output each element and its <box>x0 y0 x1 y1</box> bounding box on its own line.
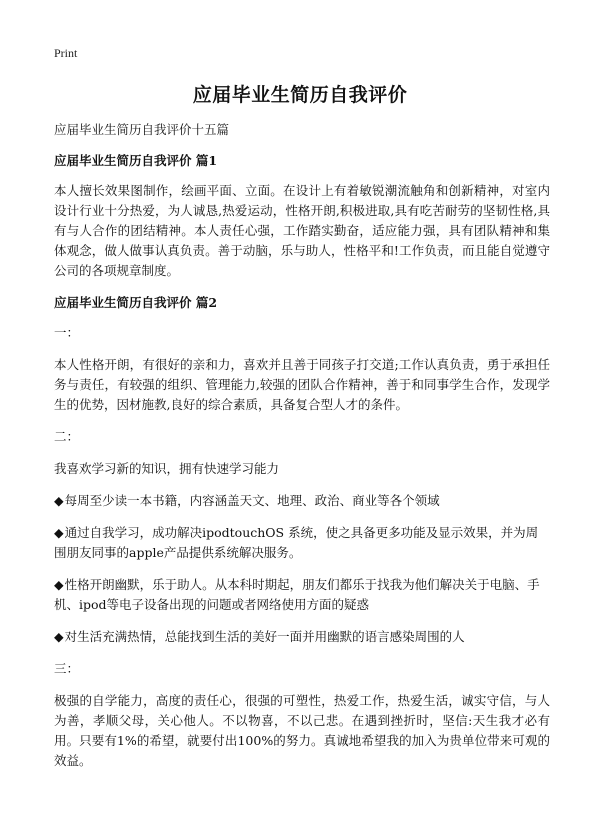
bullet-item <box>54 523 550 563</box>
print-label: Print <box>54 46 78 60</box>
bullet-item <box>54 627 550 647</box>
bullet-item <box>54 491 550 511</box>
diamond-bullet-icon: ◆ <box>54 629 64 644</box>
section-heading-1: 应届毕业生简历自我评价 篇1 <box>54 153 218 168</box>
part-1-marker: 一： <box>54 325 80 340</box>
part-2-marker: 二： <box>54 429 80 444</box>
diamond-bullet-icon: ◆ <box>54 525 64 540</box>
section-heading-2: 应届毕业生简历自我评价 篇2 <box>54 295 218 310</box>
bullet-text: 对生活充满热情，总能找到生活的美好一面并用幽默的语言感染周围的人 <box>64 629 465 644</box>
diamond-bullet-icon: ◆ <box>54 577 64 592</box>
part-3-marker: 三： <box>54 661 80 676</box>
part-2-intro: 我喜欢学习新的知识，拥有快速学习能力 <box>54 461 280 476</box>
document-subtitle: 应届毕业生简历自我评价十五篇 <box>54 122 230 137</box>
document-body <box>54 120 550 783</box>
part-1-paragraph: 本人性格开朗，有很好的亲和力，喜欢并且善于同孩子打交道;工作认真负责，勇于承担任务与责任，有较强的组织、管理能力,较强的团队合作精神，善于和同事学生合作，发现学生的优势，因材施教,良好的综合素质，具备复合型人才的条件。 <box>54 357 550 412</box>
bullet-item <box>54 575 550 615</box>
section-1-paragraph: 本人擅长效果图制作，绘画平面、立面。在设计上有着敏锐潮流触角和创新精神，对室内设计行业十分热爱，为人诚恳,热爱运动，性格开朗,积极进取,具有吃苦耐劳的坚韧性格,具有与人合作的团结精神。本人责任心强，工作踏实勤奋，适应能力强，具有团队精神和集体观念，做人做事认真负责。善于动脑，乐与助人，性格平和!工作负责，而且能自觉遵守公司的各项规章制度。 <box>54 183 550 278</box>
bullet-text: 每周至少读一本书籍，内容涵盖天文、地理、政治、商业等各个领域 <box>64 493 440 508</box>
bullet-text: 通过自我学习，成功解决ipodtouchOS 系统，使之具备更多功能及显示效果，并为周围朋友同事的apple产品提供系统解决服务。 <box>54 525 539 560</box>
document-title: 应届毕业生简历自我评价 <box>192 84 408 106</box>
bullet-text: 性格开朗幽默，乐于助人。从本科时期起，朋友们都乐于找我为他们解决关于电脑、手机、ipod等电子设备出现的问题或者网络使用方面的疑惑 <box>54 577 540 612</box>
diamond-bullet-icon: ◆ <box>54 493 64 508</box>
part-3-paragraph: 极强的自学能力，高度的责任心，很强的可塑性，热爱工作，热爱生活，诚实守信，与人为善，孝顺父母，关心他人。不以物喜，不以己悲。在遇到挫折时，坚信:天生我才必有用。只要有1%的希望，就要付出100%的努力。真诚地希望我的加入为贵单位带来可观的效益。 <box>54 693 550 768</box>
